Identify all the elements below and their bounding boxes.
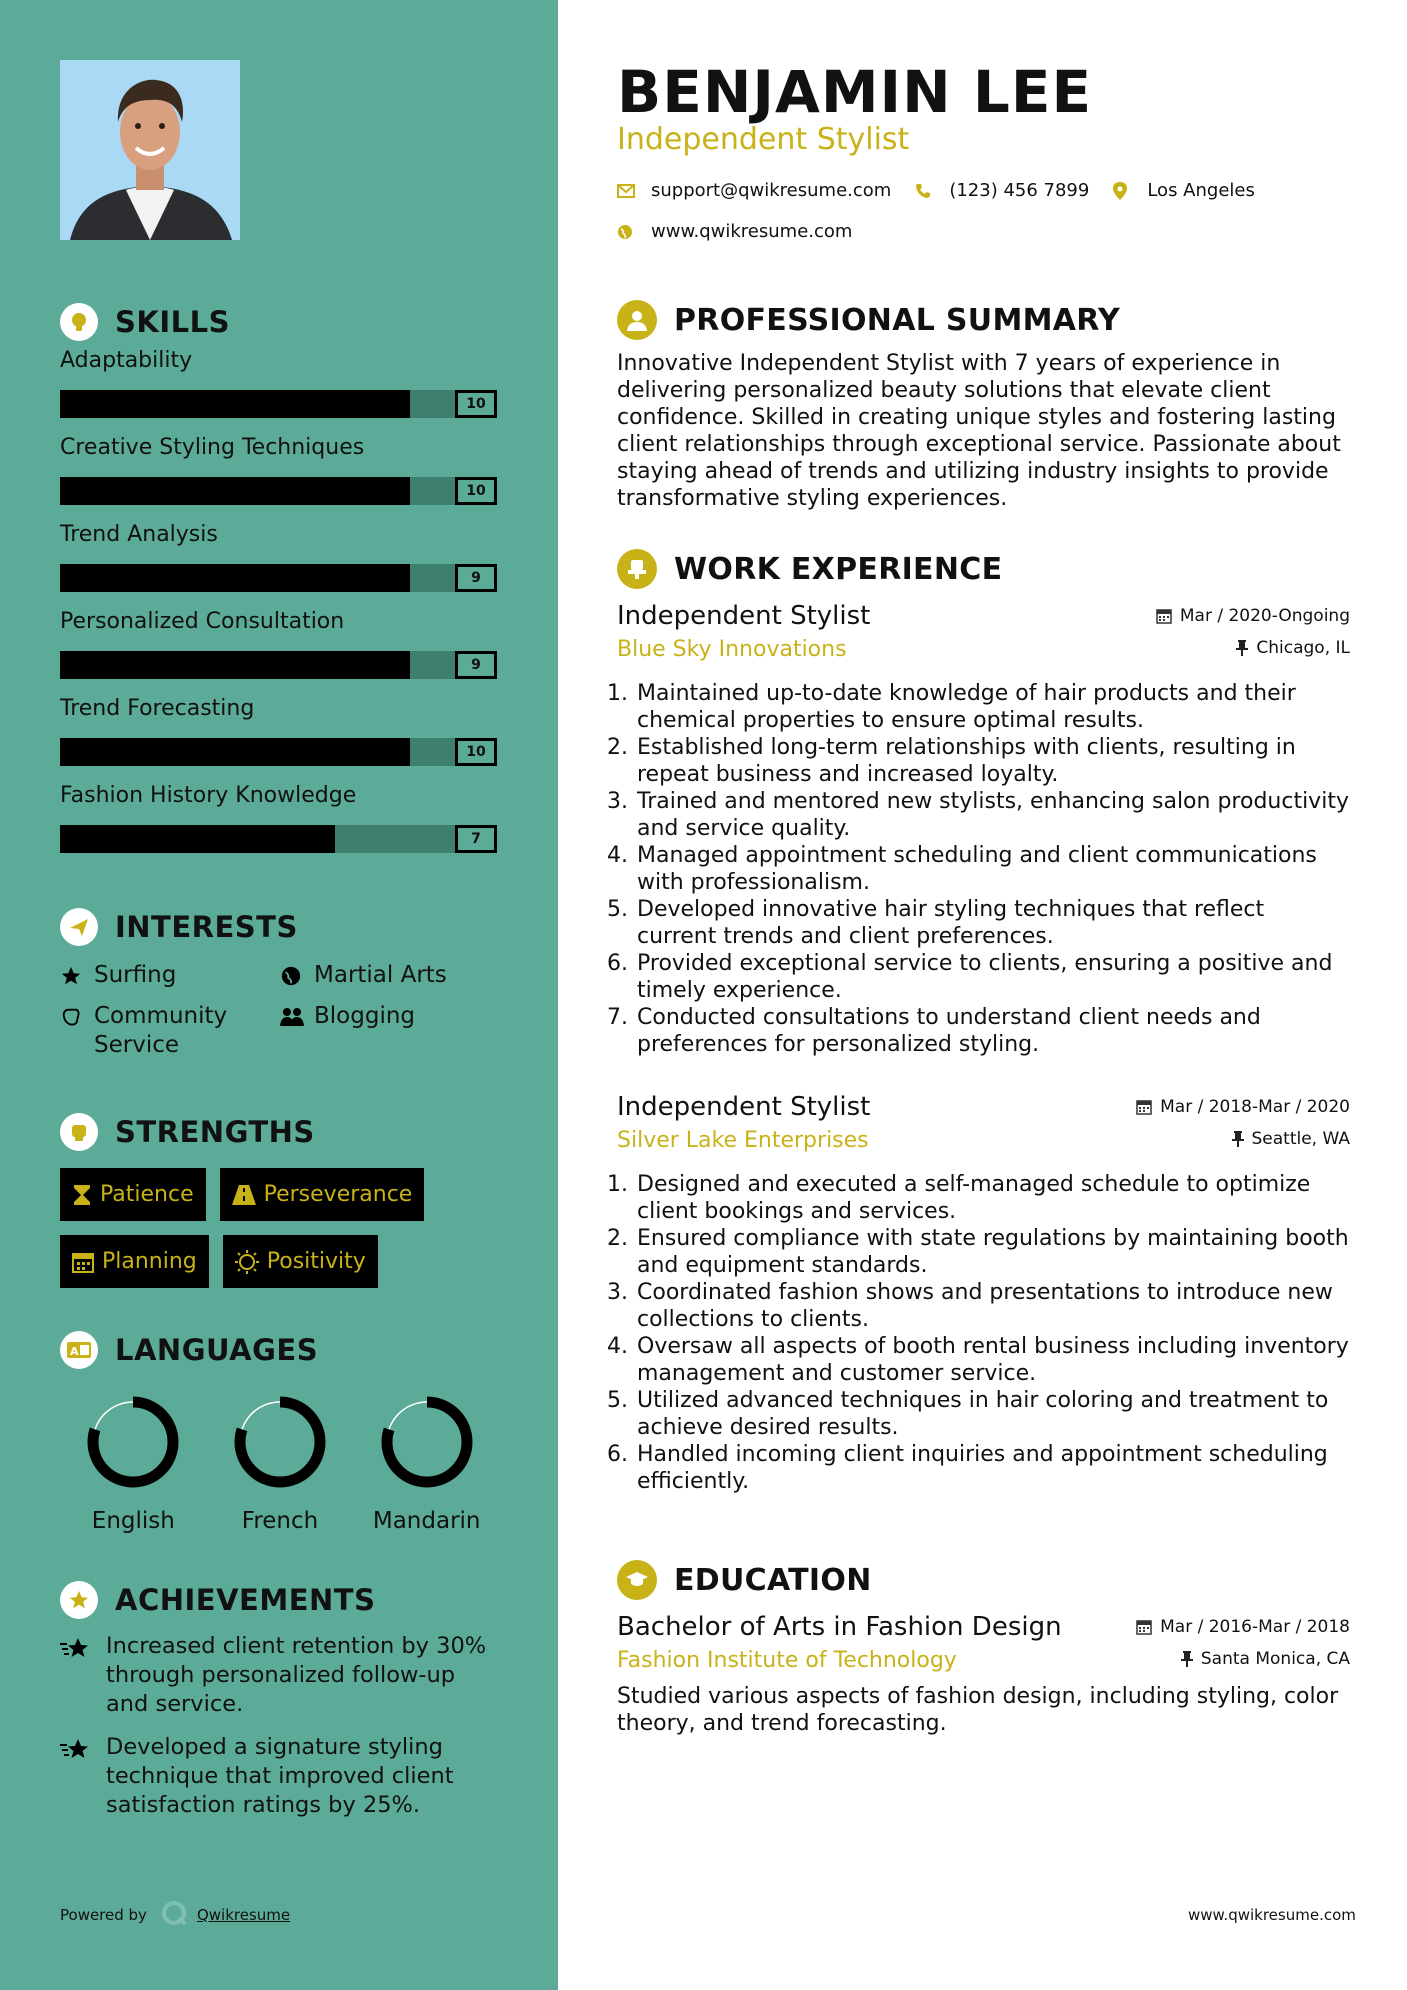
job-date — [1136, 1097, 1350, 1117]
calendar-icon — [1156, 608, 1172, 624]
education-date-text: Mar / 2016-Mar / 2018 — [1160, 1617, 1350, 1637]
interests-section — [60, 905, 500, 1060]
interest-item — [60, 961, 280, 990]
interest-label: Surfing — [94, 962, 177, 988]
interest-item — [280, 961, 480, 990]
achievement-text: Developed a signature styling technique that improved client satisfaction ratings by 25%. — [106, 1734, 454, 1818]
job-bullet: 2. Ensured compliance with state regulations by maintaining booth and equipment standards. — [635, 1225, 1350, 1279]
skills-list — [60, 346, 500, 868]
job-company: Blue Sky Innovations — [617, 637, 847, 662]
lightbulb-icon — [60, 303, 98, 341]
job-location-text: Chicago, IL — [1256, 638, 1350, 658]
job-bullet: 4. Managed appointment scheduling and client communications with professionalism. — [635, 842, 1350, 896]
experience-section — [617, 547, 1350, 1495]
briefcase-icon — [617, 549, 657, 589]
job-entry — [617, 1092, 1350, 1495]
skill-label: Adaptability — [60, 348, 193, 373]
skill-bar — [60, 564, 497, 592]
interest-item — [60, 1002, 280, 1060]
skill-item — [60, 520, 500, 607]
skill-item — [60, 433, 500, 520]
strength-label: Perseverance — [263, 1182, 413, 1207]
medal-star-icon — [60, 1632, 94, 1668]
interest-label: Blogging — [314, 1003, 416, 1029]
language-label: French — [241, 1508, 319, 1534]
job-bullet: 5. Developed innovative hair styling techniques that reflect current trends and client preferences. — [635, 896, 1350, 950]
skills-section — [60, 300, 500, 868]
job-location — [1236, 638, 1350, 658]
strength-badge — [223, 1235, 378, 1288]
school-name: Fashion Institute of Technology — [617, 1648, 957, 1673]
achievements-section — [60, 1578, 500, 1834]
skill-bar-fill — [60, 825, 335, 853]
achievement-text: Increased client retention by 30% through personalized follow-up and service. — [106, 1633, 487, 1717]
star-icon — [60, 961, 84, 990]
skill-bar — [60, 738, 497, 766]
contact-phone[interactable] — [915, 180, 1089, 201]
job-title: Independent Stylist — [617, 1092, 871, 1122]
skill-value: 10 — [455, 477, 497, 505]
contact-location — [1113, 180, 1255, 201]
skill-value: 7 — [455, 825, 497, 853]
education-location — [1181, 1649, 1350, 1669]
language-label: Mandarin — [372, 1508, 481, 1534]
language-item — [60, 1394, 207, 1534]
svg-text:A: A — [70, 1345, 79, 1358]
skill-value: 10 — [455, 390, 497, 418]
phone-icon — [915, 183, 933, 199]
skills-header — [60, 300, 500, 344]
skill-label: Fashion History Knowledge — [60, 783, 357, 808]
skill-bar-fill — [60, 738, 410, 766]
user-icon — [617, 300, 657, 340]
candidate-role: Independent Stylist — [617, 122, 910, 157]
job-bullet: 3. Coordinated fashion shows and presentations to introduce new collections to clients. — [635, 1279, 1350, 1333]
strengths-title: STRENGTHS — [115, 1115, 315, 1149]
calendar-icon — [1136, 1099, 1152, 1115]
skill-label: Personalized Consultation — [60, 609, 345, 634]
skill-bar — [60, 825, 497, 853]
skill-item — [60, 607, 500, 694]
paper-plane-icon — [60, 908, 98, 946]
users-icon — [280, 1002, 304, 1031]
skill-bar-fill — [60, 651, 410, 679]
job-bullet: 6. Provided exceptional service to clients, ensuring a positive and timely experience. — [635, 950, 1350, 1004]
interests-header — [60, 905, 500, 949]
education-description: Studied various aspects of fashion design, including styling, color theory, and trend forecasting. — [617, 1684, 1339, 1736]
strengths-header — [60, 1110, 500, 1154]
language-item — [207, 1394, 354, 1534]
languages-section — [60, 1328, 500, 1534]
language-item — [353, 1394, 500, 1534]
road-icon — [232, 1185, 256, 1205]
skill-value: 9 — [455, 564, 497, 592]
skills-title: SKILLS — [115, 305, 230, 339]
contact-website[interactable] — [617, 221, 852, 242]
interest-label: Community Service — [94, 1003, 228, 1058]
skill-item — [60, 346, 500, 433]
job-bullet: 7. Conducted consultations to understand client needs and preferences for personalized styling. — [635, 1004, 1350, 1058]
globe-icon — [280, 961, 304, 990]
skill-item — [60, 781, 500, 868]
envelope-icon — [617, 184, 635, 198]
job-company: Silver Lake Enterprises — [617, 1128, 869, 1153]
location-text: Los Angeles — [1147, 180, 1255, 201]
calendar-icon — [1136, 1619, 1152, 1635]
contact-email[interactable] — [617, 180, 891, 201]
skill-bar — [60, 477, 497, 505]
job-bullet: 4. Oversaw all aspects of booth rental business including inventory management and customer service. — [635, 1333, 1350, 1387]
strength-label: Patience — [100, 1182, 194, 1207]
trophy-star-icon — [60, 1581, 98, 1619]
strengths-list — [60, 1168, 500, 1288]
contact-row-web — [617, 221, 876, 242]
skill-bar — [60, 651, 497, 679]
fist-icon — [60, 1113, 98, 1151]
skill-bar-fill — [60, 477, 410, 505]
calendar-icon — [72, 1251, 94, 1273]
skill-value: 9 — [455, 651, 497, 679]
email-text: support@qwikresume.com — [651, 180, 892, 201]
summary-section — [617, 298, 1350, 512]
strength-label: Positivity — [266, 1249, 366, 1274]
footer-website[interactable]: www.qwikresume.com — [1188, 1906, 1356, 1924]
strength-badge — [60, 1235, 209, 1288]
hourglass-icon — [72, 1184, 92, 1206]
job-date-text: Mar / 2018-Mar / 2020 — [1160, 1097, 1350, 1117]
strength-badge — [60, 1168, 206, 1221]
job-bullets — [617, 1171, 1350, 1495]
interest-label: Martial Arts — [314, 962, 447, 988]
skill-item — [60, 694, 500, 781]
education-section — [617, 1558, 1350, 1737]
achievement-item — [60, 1733, 500, 1820]
phone-text: (123) 456 7899 — [949, 180, 1090, 201]
strengths-section — [60, 1110, 500, 1288]
skill-label: Trend Forecasting — [60, 696, 255, 721]
pushpin-icon — [1181, 1651, 1193, 1667]
language-level-ring — [85, 1394, 181, 1490]
job-date — [1156, 606, 1350, 626]
graduation-cap-icon — [617, 1560, 657, 1600]
sidebar — [0, 0, 558, 1990]
summary-header — [617, 298, 1350, 342]
hand-icon — [60, 1002, 84, 1031]
job-bullet: 1. Maintained up-to-date knowledge of hair products and their chemical properties to ensure optimal results. — [635, 680, 1350, 734]
achievement-item — [60, 1632, 500, 1719]
experience-title: WORK EXPERIENCE — [674, 551, 1003, 587]
job-title: Independent Stylist — [617, 601, 871, 631]
jobs-list — [617, 601, 1350, 1495]
job-location-text: Seattle, WA — [1251, 1129, 1350, 1149]
education-title: EDUCATION — [674, 1562, 872, 1598]
achievements-header — [60, 1578, 500, 1622]
qwikresume-link[interactable]: Qwikresume — [196, 1906, 291, 1924]
profile-photo — [60, 60, 240, 240]
experience-header — [617, 547, 1350, 591]
job-entry — [617, 601, 1350, 1058]
skill-bar-fill — [60, 564, 410, 592]
powered-by — [60, 1900, 290, 1930]
skill-bar-fill — [60, 390, 410, 418]
contact-row — [617, 180, 1279, 201]
job-bullet: 3. Trained and mentored new stylists, enhancing salon productivity and service quality. — [635, 788, 1350, 842]
pushpin-icon — [1236, 640, 1248, 656]
candidate-name: BENJAMIN LEE — [617, 58, 1093, 126]
job-bullet: 5. Utilized advanced techniques in hair coloring and treatment to achieve desired results. — [635, 1387, 1350, 1441]
job-bullets — [617, 680, 1350, 1058]
interests-list — [60, 961, 500, 1060]
map-pin-icon — [1113, 182, 1131, 200]
achievements-title: ACHIEVEMENTS — [115, 1583, 376, 1617]
website-text: www.qwikresume.com — [651, 221, 853, 242]
degree-title: Bachelor of Arts in Fashion Design — [617, 1612, 1062, 1642]
qwikresume-logo-icon — [161, 1900, 187, 1930]
education-header — [617, 1558, 1350, 1602]
job-date-text: Mar / 2020-Ongoing — [1179, 606, 1350, 626]
language-icon — [60, 1331, 98, 1369]
languages-header — [60, 1328, 500, 1372]
interests-title: INTERESTS — [115, 910, 298, 944]
job-bullet: 6. Handled incoming client inquiries and appointment scheduling efficiently. — [635, 1441, 1350, 1495]
language-label: English — [91, 1508, 175, 1534]
language-level-ring — [379, 1394, 475, 1490]
education-location-text: Santa Monica, CA — [1200, 1649, 1350, 1669]
powered-by-label: Powered by — [60, 1906, 147, 1924]
summary-text: Innovative Independent Stylist with 7 years of experience in delivering personalized beauty solutions that elevate client confidence. Skilled in creating unique styles and fostering lasting client relationships through exceptional service. Passionate about staying ahead of trends and utilizing industry insights to provide transformative styling experiences. — [617, 351, 1341, 511]
achievements-list — [60, 1632, 500, 1820]
job-bullet: 1. Designed and executed a self-managed schedule to optimize client bookings and services. — [635, 1171, 1350, 1225]
strength-badge — [220, 1168, 425, 1221]
globe-icon — [617, 224, 635, 240]
sun-icon — [235, 1250, 259, 1274]
skill-label: Trend Analysis — [60, 522, 218, 547]
education-date — [1136, 1617, 1350, 1637]
skill-bar — [60, 390, 497, 418]
job-location — [1232, 1129, 1351, 1149]
languages-list — [60, 1394, 500, 1534]
summary-title: PROFESSIONAL SUMMARY — [674, 302, 1121, 338]
language-level-ring — [232, 1394, 328, 1490]
strength-label: Planning — [102, 1249, 197, 1274]
education-entry — [617, 1612, 1350, 1737]
skill-label: Creative Styling Techniques — [60, 435, 365, 460]
skill-value: 10 — [455, 738, 497, 766]
medal-star-icon — [60, 1733, 94, 1769]
pushpin-icon — [1232, 1131, 1244, 1147]
languages-title: LANGUAGES — [115, 1333, 319, 1367]
job-bullet: 2. Established long-term relationships with clients, resulting in repeat business and increased loyalty. — [635, 734, 1350, 788]
interest-item — [280, 1002, 480, 1060]
